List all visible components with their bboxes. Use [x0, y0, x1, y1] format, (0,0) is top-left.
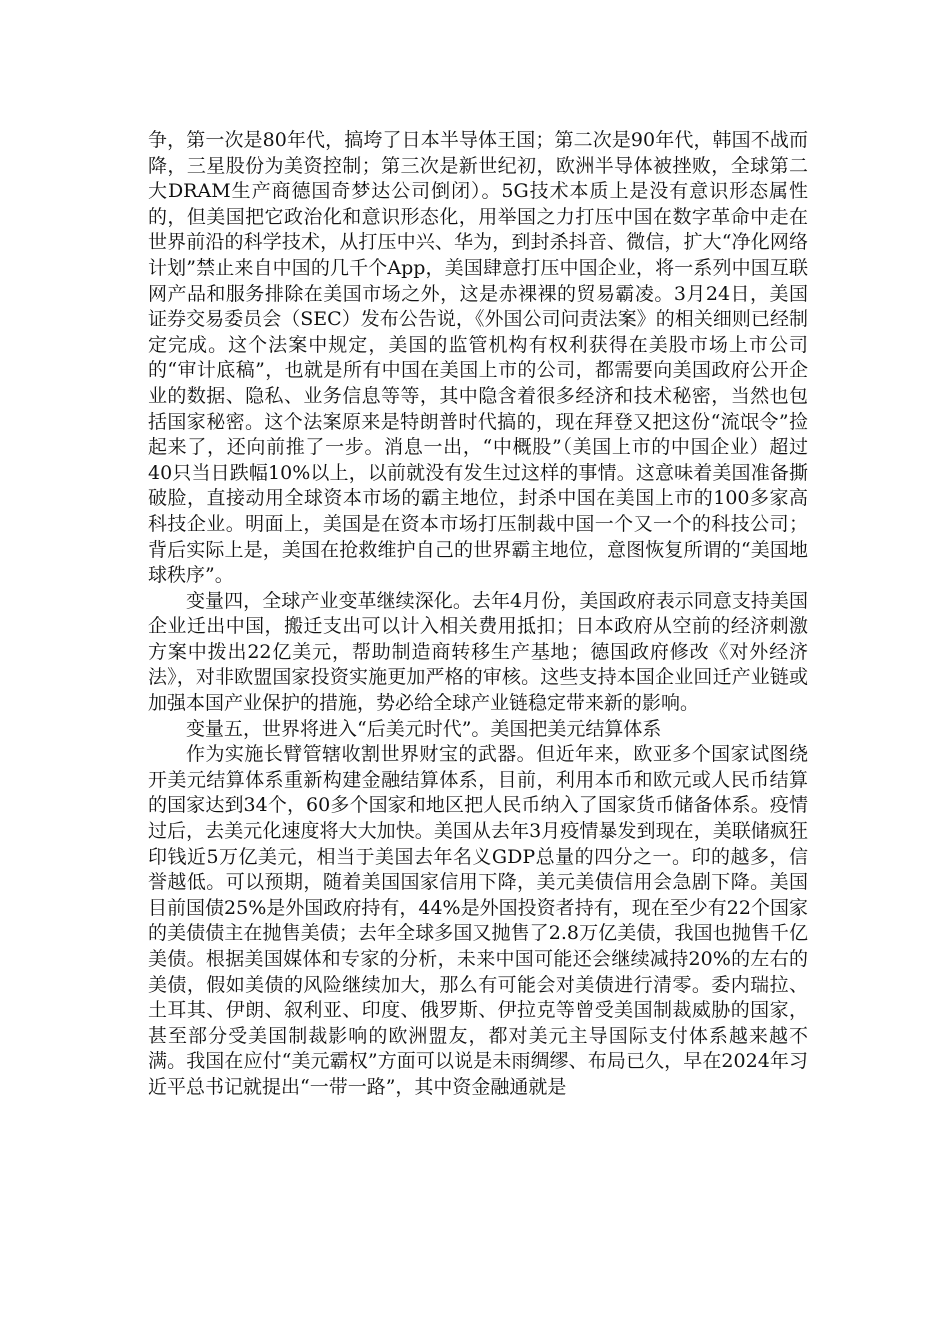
paragraph-1: 争，第一次是80年代，搞垮了日本半导体王国；第二次是90年代，韩国不战而降，三星股份为美资控制；第三次是新世纪初，欧洲半导体被挫败，全球第二大DRAM生产商德国奇梦达公司倒闭）。5G技术本质上是没有意识形态属性的，但美国把它政治化和意识形态化，用举国之力打压中国在数字革命中走在世界前沿的科学技术，从打压中兴、华为，到封杀抖音、微信，扩大“净化网络计划”禁止来自中国的几千个App，美国肆意打压中国企业，将一系列中国互联网产品和服务排除在美国市场之外，这是赤裸裸的贸易霸凌。3月24日，美国证券交易委员会（SEC）发布公告说，《外国公司问责法案》的相关细则已经制定完成。这个法案中规定，美国的监管机构有权利获得在美股市场上市公司的“审计底稿”，也就是所有中国在美国上市的公司，都需要向美国政府公开企业的数据、隐私、业务信息等等，其中隐含着很多经济和技术秘密，当然也包括国家秘密。这个法案原来是特朗普时代搞的，现在拜登又把这份“流氓令”捡起来了，还向前推了一步。消息一出，“中概股”（美国上市的中国企业）超过40只当日跌幅10%以上，以前就没有发生过这样的事情。这意味着美国准备撕破脸，直接动用全球资本市场的霸主地位，封杀中国在美国上市的100多家高科技企业。明面上，美国是在资本市场打压制裁中国一个又一个的科技公司；背后实际上是，美国在抢救维护自己的世界霸主地位，意图恢复所谓的“美国地球秩序”。	[148, 129, 808, 587]
paragraph-4: 作为实施长臂管辖收割世界财宝的武器。但近年来，欧亚多个国家试图绕开美元结算体系重新构建金融结算体系，目前，利用本币和欧元或人民币结算的国家达到34个，60多个国家和地区把人民币纳入了国家货币储备体系。疫情过后，去美元化速度将大大加快。美国从去年3月疫情暴发到现在，美联储疯狂印钱近5万亿美元，相当于美国去年名义GDP总量的四分之一。印的越多，信誉越低。可以预期，随着美国国家信用下降，美元美债信用会急剧下降。美国目前国债25%是外国政府持有，44%是外国投资者持有，现在至少有22个国家的美债债主在抛售美债；去年全球多国又抛售了2.8万亿美债，我国也抛售千亿美债。根据美国媒体和专家的分析，未来中国可能还会继续减持20%的左右的美债，假如美债的风险继续加大，那么有可能会对美债进行清零。委内瑞拉、土耳其、伊朗、叙利亚、印度、俄罗斯、伊拉克等曾受美国制裁威胁的国家，甚至部分受美国制裁影响的欧洲盟友，都对美元主导国际支付体系越来越不满。我国在应付“美元霸权”方面可以说是未雨绸缪、布局已久，早在2024年习近平总书记就提出“一带一路”，其中资金融通就是	[148, 743, 808, 1098]
document-body	[148, 128, 808, 1101]
paragraph-3: 变量五，世界将进入“后美元时代”。美国把美元结算体系	[186, 717, 662, 740]
paragraph-2: 变量四，全球产业变革继续深化。去年4月份，美国政府表示同意支持美国企业迁出中国，搬迁支出可以计入相关费用抵扣；日本政府从空前的经济刺激方案中拨出22亿美元，帮助制造商转移生产基地；德国政府修改《对外经济法》，对非欧盟国家投资实施更加严格的审核。这些支持本国企业回迁产业链或加强本国产业保护的措施，势必给全球产业链稳定带来新的影响。	[148, 589, 808, 715]
